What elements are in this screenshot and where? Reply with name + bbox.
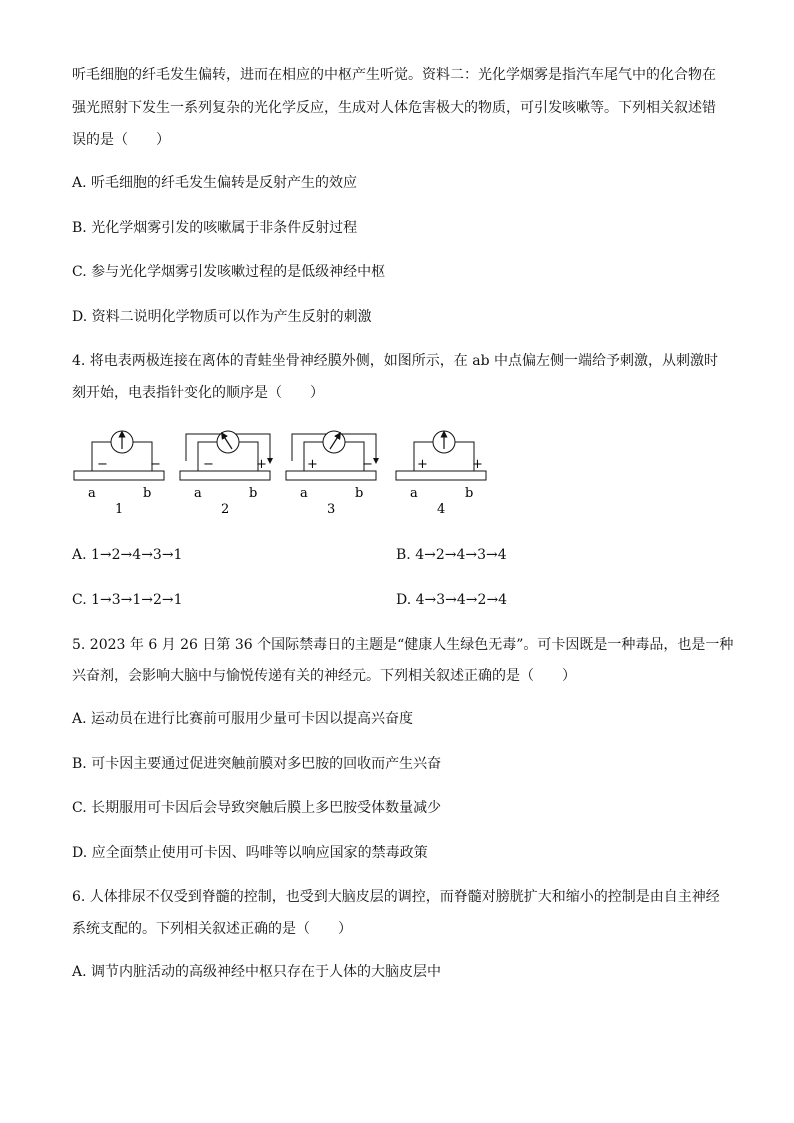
q3-stem-line-3: 误的是（ ） xyxy=(72,132,170,148)
nerve-bar xyxy=(180,471,270,480)
q3-stem-line-2: 强光照射下发生一系列复杂的光化学反应，生成对人体危害极大的物质，可引发咳嗽等。下列相关叙述错 xyxy=(72,100,716,116)
q5-option-d: D. 应全面禁止使用可卡因、吗啡等以响应国家的禁毒政策 xyxy=(72,845,428,861)
panel-number: 1 xyxy=(115,502,124,517)
label-a: a xyxy=(88,486,96,501)
right-sign: − xyxy=(150,457,161,472)
q6-option-a: A. 调节内脏活动的高级神经中枢只存在于人体的大脑皮层中 xyxy=(72,964,442,980)
left-sign: − xyxy=(203,457,214,472)
label-b: b xyxy=(249,486,258,501)
label-a: a xyxy=(410,486,418,501)
panel-number: 4 xyxy=(437,502,446,517)
panel-2 xyxy=(180,431,270,517)
q5-option-c: C. 长期服用可卡因后会导致突触后膜上多巴胺受体数量减少 xyxy=(72,800,442,816)
galvanometer-diagram xyxy=(70,425,500,520)
q6-stem-line-1: 6. 人体排尿不仅受到脊髓的控制，也受到大脑皮层的调控，而脊髓对膀胱扩大和缩小的控制是由自主神经 xyxy=(72,889,720,905)
label-b: b xyxy=(355,486,364,501)
q4-stem-line-2: 刻开始，电表指针变化的顺序是（ ） xyxy=(72,385,324,401)
q3-option-b: B. 光化学烟雾引发的咳嗽属于非条件反射过程 xyxy=(72,220,358,236)
panel-3 xyxy=(286,431,376,517)
left-sign: + xyxy=(417,457,428,472)
q3-stem-line-1: 听毛细胞的纤毛发生偏转，进而在相应的中枢产生听觉。资料二：光化学烟雾是指汽车尾气中的化合物在 xyxy=(72,67,716,83)
q3-option-d: D. 资料二说明化学物质可以作为产生反射的刺激 xyxy=(72,309,372,325)
q4-option-a: A. 1→2→4→3→1 xyxy=(72,547,183,563)
panel-1 xyxy=(74,431,164,517)
panel-4 xyxy=(396,431,486,517)
left-sign: − xyxy=(97,457,108,472)
label-a: a xyxy=(300,486,308,501)
q3-option-a: A. 听毛细胞的纤毛发生偏转是反射产生的效应 xyxy=(72,175,358,191)
q6-stem-line-2: 系统支配的。下列相关叙述正确的是（ ） xyxy=(72,921,352,937)
q4-stem-line-1: 4. 将电表两极连接在离体的青蛙坐骨神经膜外侧，如图所示，在 ab 中点偏左侧一端给予刺激，从刺激时 xyxy=(72,353,719,369)
panel-number: 3 xyxy=(327,502,336,517)
nerve-bar xyxy=(286,471,376,480)
q5-option-b: B. 可卡因主要通过促进突触前膜对多巴胺的回收而产生兴奋 xyxy=(72,756,442,772)
panel-number: 2 xyxy=(221,502,230,517)
right-sign: + xyxy=(256,457,267,472)
nerve-bar xyxy=(74,471,164,480)
label-a: a xyxy=(194,486,202,501)
q3-option-c: C. 参与光化学烟雾引发咳嗽过程的是低级神经中枢 xyxy=(72,264,386,280)
q4-option-d: D. 4→3→4→2→4 xyxy=(396,592,508,608)
left-sign: + xyxy=(307,457,318,472)
q4-option-b: B. 4→2→4→3→4 xyxy=(396,547,507,563)
q5-stem-line-2: 兴奋剂，会影响大脑中与愉悦传递有关的神经元。下列相关叙述正确的是（ ） xyxy=(72,668,576,684)
q5-option-a: A. 运动员在进行比赛前可服用少量可卡因以提高兴奋度 xyxy=(72,711,414,727)
label-b: b xyxy=(143,486,152,501)
right-sign: − xyxy=(362,457,373,472)
q4-option-c: C. 1→3→1→2→1 xyxy=(72,592,183,608)
label-b: b xyxy=(465,486,474,501)
nerve-bar xyxy=(396,471,486,480)
right-sign: + xyxy=(472,457,483,472)
q5-stem-line-1: 5. 2023 年 6 月 26 日第 36 个国际禁毒日的主题是“健康人生绿色无毒”。可卡因既是一种毒品，也是一种 xyxy=(72,637,734,653)
galvanometer-figure xyxy=(70,425,500,520)
